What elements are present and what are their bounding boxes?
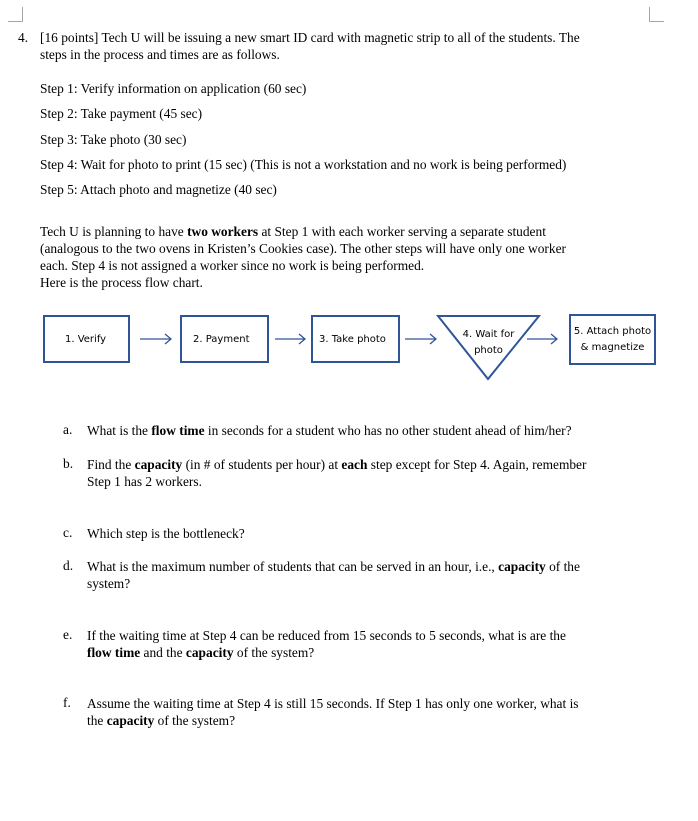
step-2: Step 2: Take payment (45 sec) xyxy=(40,106,203,121)
flow-box-take-photo-label: 3. Take photo xyxy=(319,333,386,345)
question-c-label: c. xyxy=(63,525,73,540)
question-b-text: Find the capacity (in # of students per hour) at each step except for Step 4. Again, remember Step 1 has 2 workers. xyxy=(87,457,587,489)
question-f-label: f. xyxy=(63,695,71,710)
problem-intro-line-1: [16 points] Tech U will be issuing a new smart ID card with magnetic strip to all of the students. The xyxy=(40,30,580,45)
flow-box-attach-label-1: 5. Attach photo xyxy=(573,325,652,337)
para-line-3: each. Step 4 is not assigned a worker since no work is being performed. xyxy=(40,258,425,273)
para-line-2: (analogous to the two ovens in Kristen’s Cookies case). The other steps will have only one worker xyxy=(40,241,566,256)
para-line-1: Tech U is planning to have two workers at Step 1 with each worker serving a separate student xyxy=(40,224,546,239)
flow-box-verify-label: 1. Verify xyxy=(65,333,107,345)
question-a-text: What is the flow time in seconds for a student who has no other student ahead of him/her? xyxy=(87,423,572,438)
question-c-text: Which step is the bottleneck? xyxy=(87,526,245,541)
para-line-4: Here is the process flow chart. xyxy=(40,275,203,290)
flow-wait-label-2: photo xyxy=(474,345,503,356)
arrow-2-icon xyxy=(275,334,305,344)
flow-wait-label-1: 4. Wait for xyxy=(462,329,515,340)
question-a-label: a. xyxy=(63,422,73,437)
problem-intro-line-2: steps in the process and times are as follows. xyxy=(40,47,280,62)
step-3: Step 3: Take photo (30 sec) xyxy=(40,132,187,147)
flow-box-attach-label-2: & magnetize xyxy=(580,341,645,353)
flow-box-payment-label: 2. Payment xyxy=(193,333,250,345)
flow-wait-label xyxy=(438,327,539,359)
question-d-label: d. xyxy=(63,558,74,573)
question-e-label: e. xyxy=(63,627,73,642)
question-e-text: If the waiting time at Step 4 can be reduced from 15 seconds to 5 seconds, what is are the flow time and the capacity of the system? xyxy=(87,628,566,660)
step-4: Step 4: Wait for photo to print (15 sec) (This is not a workstation and no work is being performed) xyxy=(40,157,567,172)
problem-number: 4. xyxy=(18,30,29,45)
question-f-text: Assume the waiting time at Step 4 is still 15 seconds. If Step 1 has only one worker, what is the capacity of the system? xyxy=(87,696,579,728)
arrow-1-icon xyxy=(140,334,171,344)
step-5: Step 5: Attach photo and magnetize (40 sec) xyxy=(40,182,277,197)
arrow-3-icon xyxy=(405,334,436,344)
question-b-label: b. xyxy=(63,456,74,471)
question-d-text: What is the maximum number of students that can be served in an hour, i.e., capacity of the system? xyxy=(87,559,580,591)
step-1: Step 1: Verify information on application (60 sec) xyxy=(40,81,307,96)
